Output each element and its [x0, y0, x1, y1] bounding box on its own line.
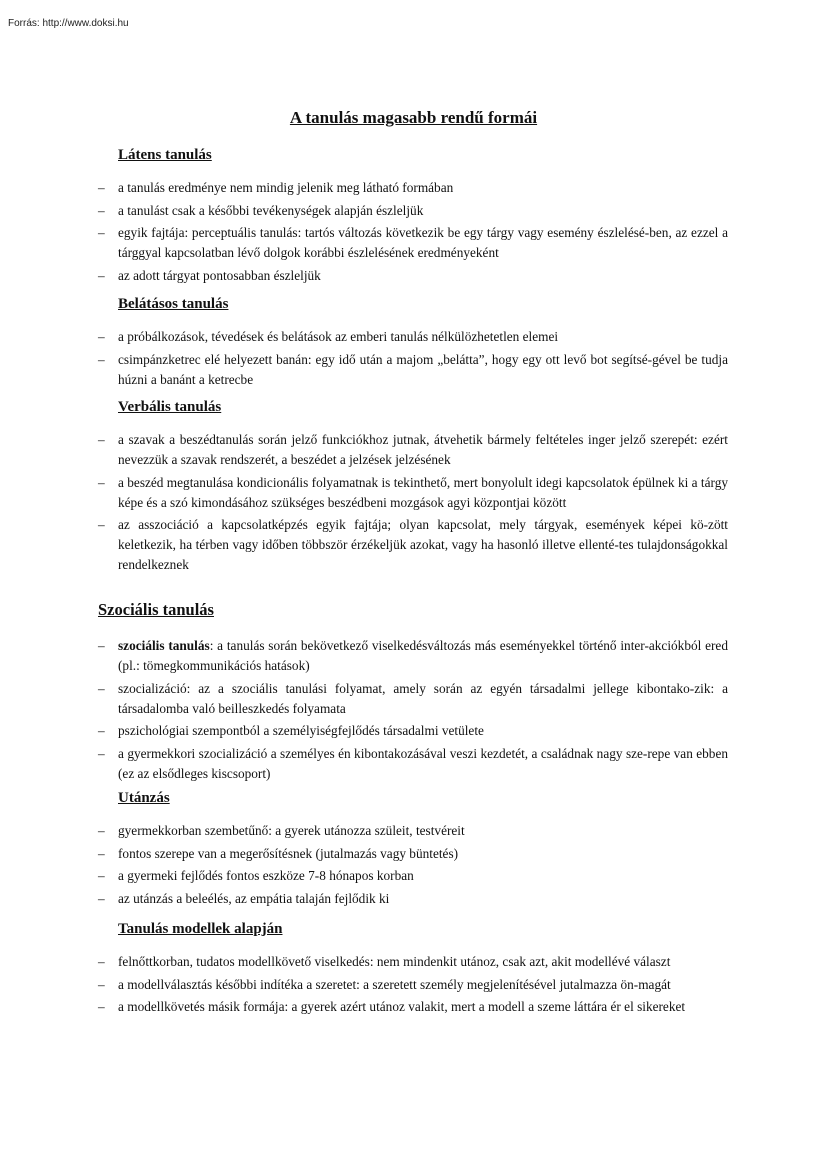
heading-verbalis: Verbális tanulás	[118, 399, 222, 415]
list-item: – az adott tárgyat pontosabban észleljük	[98, 267, 321, 283]
list-item: – csimpánzketrec elé helyezett banán: egy idő után a majom „belátta”, hogy egy ott levő bot segítsé-gével be tudja húzni a banánt a ketrecbe	[98, 351, 728, 387]
list-item: – a gyermeki fejlődés fontos eszköze 7-8 hónapos korban	[98, 868, 414, 883]
list-item: – a modellválasztás későbbi indítéka a szeretet: a szeretett személy megjelenítésével jutalmazza ön-magát	[98, 976, 671, 992]
list-modellek	[98, 952, 728, 1020]
list-verbalis	[98, 430, 728, 578]
list-item: – fontos szerepe van a megerősítésnek (jutalmazás vagy büntetés)	[98, 845, 459, 861]
page-title: A tanulás magasabb rendű formái	[289, 108, 538, 127]
list-item: – pszichológiai szempontból a személyiségfejlődés társadalmi vetülete	[98, 723, 484, 738]
list-utanzas	[98, 821, 728, 911]
heading-latens: Látens tanulás	[118, 147, 212, 163]
list-latens	[98, 178, 728, 288]
list-item: – gyermekkorban szembetűnő: a gyerek utánozza szüleit, testvéreit	[98, 823, 465, 838]
list-item: – a gyermekkori szocializáció a személyes én kibontakozásával veszi kezdetét, a családnak nagy sze-repe van ebben (ez az elsődleges kiscsoport)	[98, 745, 728, 781]
source-line: Forrás: http://www.doksi.hu	[8, 18, 129, 29]
list-item: – a modellkövetés másik formája: a gyerek azért utánoz valakit, mert a modell a szeme láttára ér el sikereket	[98, 999, 686, 1014]
heading-modellek: Tanulás modellek alapján	[118, 921, 283, 937]
heading-belatasos: Belátásos tanulás	[118, 296, 229, 312]
list-item: – felnőttkorban, tudatos modellkövető viselkedés: nem mindenkit utánoz, csak azt, akit modellévé választ	[98, 954, 671, 969]
list-item: – egyik fajtája: perceptuális tanulás: tartós változás következik be egy tárgy vagy esemény észlelésé-ben, az ezzel a tárggyal kapcsolatban lévő dolgok korábbi észlelésének eredményeként	[98, 225, 728, 260]
heading-szocialis: Szociális tanulás	[98, 600, 214, 619]
term-bold: szociális tanulás	[118, 638, 210, 653]
list-item: – az asszociáció a kapcsolatképzés egyik fajtája; olyan kapcsolat, mely tárgyak, események képei kö-zött keletkezik, ha térben vagy időben többször érzékeljük azokat, vagy ha hasonló illetve ellenté-tes tulajdonságokkal rendelkeznek	[98, 517, 728, 572]
list-item: – a tanulás eredménye nem mindig jelenik meg látható formában	[98, 180, 454, 195]
list-item: – a szavak a beszédtanulás során jelző funkciókhoz jutnak, átvehetik bármely feltételes inger jelző szerepét: ezért nevezzük a szavak rendszerét, a beszédet a jelzések jelzésének	[98, 432, 728, 467]
list-belatasos	[98, 327, 728, 392]
list-item: – szociális tanulás: a tanulás során bekövetkező viselkedésváltozás más eseményekkel történő inter-akciókból ered (pl.: tömegkommunikációs hatások)	[98, 638, 728, 673]
list-item: – szocializáció: az a szociális tanulási folyamat, amely során az egyén társadalmi jellege kibontako-zik: a társadalomba való beilleszkedés folyamata	[98, 680, 728, 716]
list-item: – a próbálkozások, tévedések és belátások az emberi tanulás nélkülözhetetlen elemei	[98, 329, 559, 344]
list-item: – a beszéd megtanulása kondicionális folyamatnak is tekinthető, mert bonyolult idegi kapcsolatok épülnek ki a tárgy képe és a szó kimondásához szükséges beszédbeni mozgások agyi központjai között	[98, 474, 728, 510]
list-szocialis	[98, 636, 728, 786]
list-item: – az utánzás a beleélés, az empátia talaján fejlődik ki	[98, 890, 390, 906]
heading-utanzas: Utánzás	[118, 790, 170, 806]
list-item: – a tanulást csak a későbbi tevékenységek alapján észleljük	[98, 202, 424, 218]
